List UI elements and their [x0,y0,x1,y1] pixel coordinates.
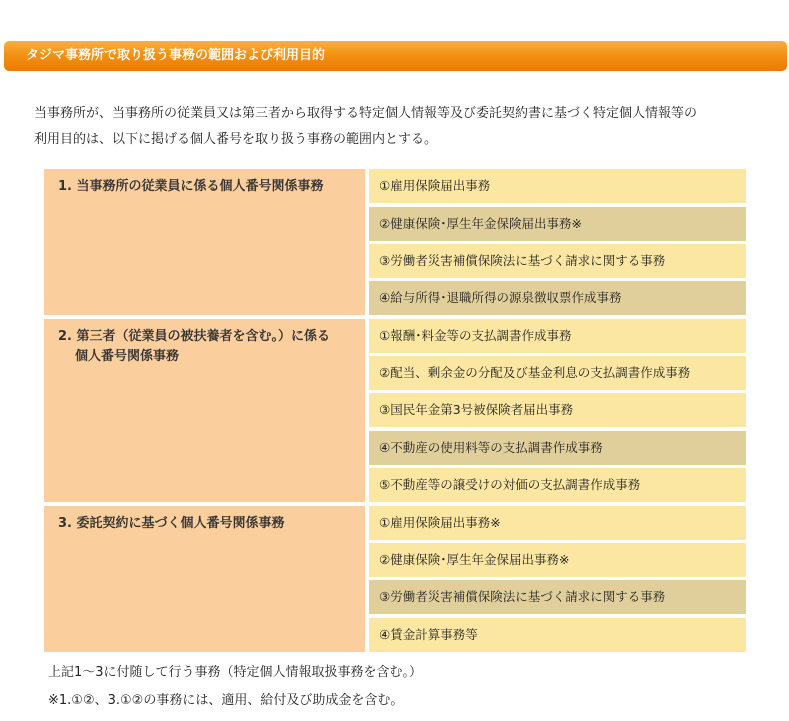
category-cell-2 [44,319,365,502]
intro-paragraph [34,101,774,153]
table-group-3 [44,506,746,652]
category-label-continued: 個人番号関係事務 [75,349,180,364]
table-row: ①雇用保険届出事務 [369,169,746,203]
section-header-bar [4,41,787,71]
section-title: タジマ事務所で取り扱う事務の範囲および利用目的 [26,48,326,63]
table-row: ④賃金計算事務等 [369,618,746,652]
footnotes [48,659,422,715]
table-row: ③国民年金第3号被保険者届出事務 [369,393,746,427]
table-row: ②健康保険･厚生年金保険届出事務※ [369,207,746,241]
table-row: ④不動産の使用料等の支払調書作成事務 [369,431,746,465]
table-row: ②健康保険･厚生年金保届出事務※ [369,543,746,577]
table-row: ①報酬･料金等の支払調書作成事務 [369,319,746,353]
category-cell-1 [44,169,365,315]
category-label: 3. 委託契約に基づく個人番号関係事務 [58,516,285,531]
footnote-line-1: 上記1～3に付随して行う事務（特定個人情報取扱事務を含む。） [48,665,423,680]
category-label: 1. 当事務所の従業員に係る個人番号関係事務 [58,179,324,194]
table-row: ③労働者災害補償保険法に基づく請求に関する事務 [369,244,746,278]
category-label: 2. 第三者（従業員の被扶養者を含む。）に係る [58,329,331,344]
table-row: ④給与所得･退職所得の源泉徴収票作成事務 [369,281,746,315]
intro-line-1: 当事務所が、当事務所の従業員又は第三者から取得する特定個人情報等及び委託契約書に基づく特定個人情報等の [34,106,698,121]
table-row: ①雇用保険届出事務※ [369,506,746,540]
table-row: ⑤不動産等の譲受けの対価の支払調書作成事務 [369,468,746,502]
footnote-line-2: ※1.①②、3.①②の事務には、適用、給付及び助成金を含む。 [48,693,404,708]
table-group-2 [44,319,746,502]
category-cell-3 [44,506,365,652]
table-row: ③労働者災害補償保険法に基づく請求に関する事務 [369,580,746,614]
table-group-1 [44,169,746,315]
intro-line-2: 利用目的は、以下に掲げる個人番号を取り扱う事務の範囲内とする。 [34,132,438,147]
table-row: ②配当、剰余金の分配及び基金利息の支払調書作成事務 [369,356,746,390]
